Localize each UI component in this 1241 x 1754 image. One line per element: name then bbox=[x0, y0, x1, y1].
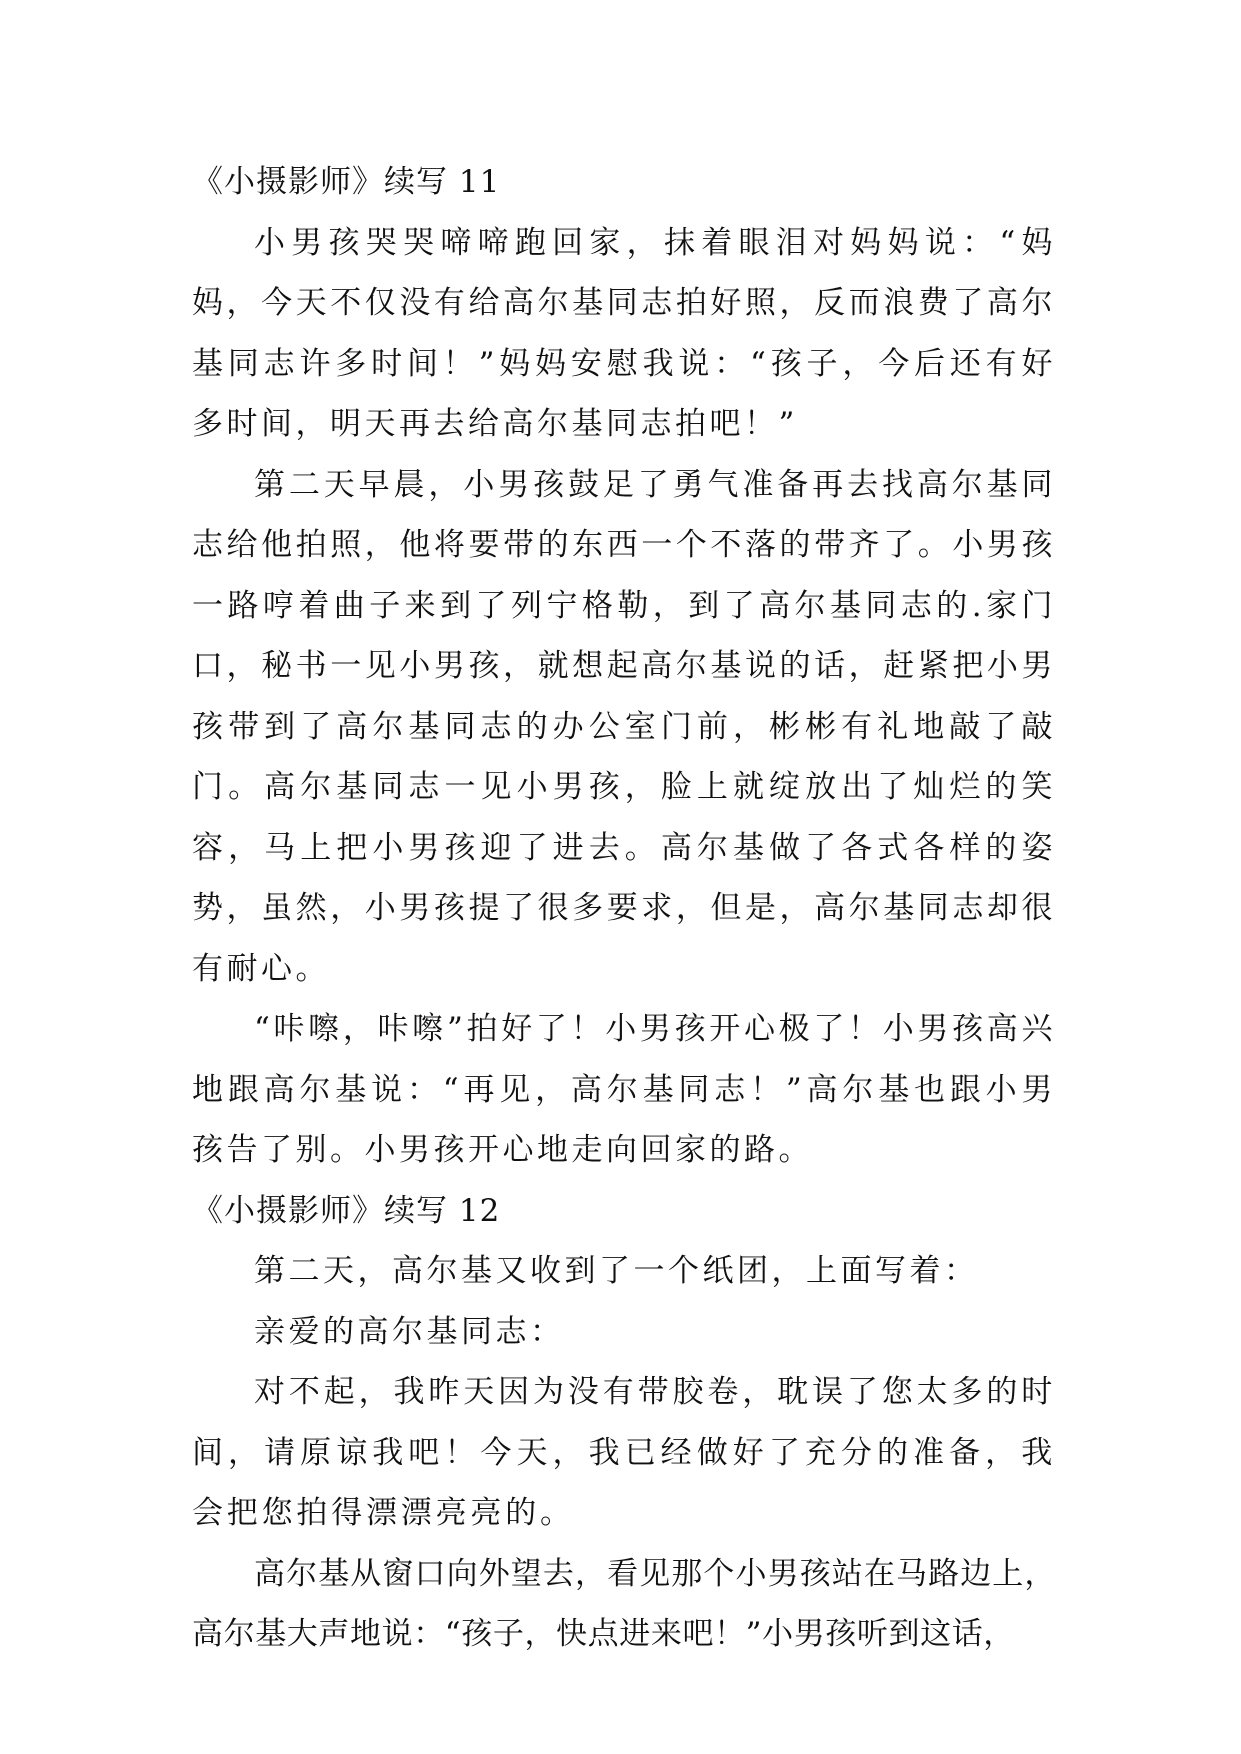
paragraph: “咔嚓，咔嚓”拍好了！小男孩开心极了！小男孩高兴地跟高尔基说：“再见，高尔基同志！”高尔基也跟小男孩告了别。小男孩开心地走向回家的路。 bbox=[192, 1011, 1056, 1168]
paragraph: 高尔基从窗口向外望去，看见那个小男孩站在马路边上，高尔基大声地说：“孩子，快点进来吧！”小男孩听到这话， bbox=[192, 1555, 1056, 1652]
section-title-12: 《小摄影师》续写 12 bbox=[192, 1192, 501, 1229]
paragraph: 第二天早晨，小男孩鼓足了勇气准备再去找高尔基同志给他拍照，他将要带的东西一个不落的带齐了。小男孩一路哼着曲子来到了列宁格勒，到了高尔基同志的.家门口，秘书一见小男孩，就想起高尔基说的话，赶紧把小男孩带到了高尔基同志的办公室门前，彬彬有礼地敲了敲门。高尔基同志一见小男孩，脸上就绽放出了灿烂的笑容，马上把小男孩迎了进去。高尔基做了各式各样的姿势，虽然，小男孩提了很多要求，但是，高尔基同志却很有耐心。 bbox=[192, 466, 1056, 987]
letter-salutation: 亲爱的高尔基同志： bbox=[254, 1313, 565, 1350]
paragraph: 小男孩哭哭啼啼跑回家，抹着眼泪对妈妈说：“妈妈，今天不仅没有给高尔基同志拍好照，反而浪费了高尔基同志许多时间！”妈妈安慰我说：“孩子，今后还有好多时间，明天再去给高尔基同志拍吧！” bbox=[192, 224, 1056, 442]
document-body bbox=[192, 152, 1056, 1665]
paragraph: 第二天，高尔基又收到了一个纸团，上面写着： bbox=[254, 1253, 979, 1289]
section-title-11: 《小摄影师》续写 11 bbox=[192, 164, 501, 200]
letter-body: 对不起，我昨天因为没有带胶卷，耽误了您太多的时间，请原谅我吧！今天，我已经做好了充分的准备，我会把您拍得漂漂亮亮的。 bbox=[192, 1374, 1056, 1531]
